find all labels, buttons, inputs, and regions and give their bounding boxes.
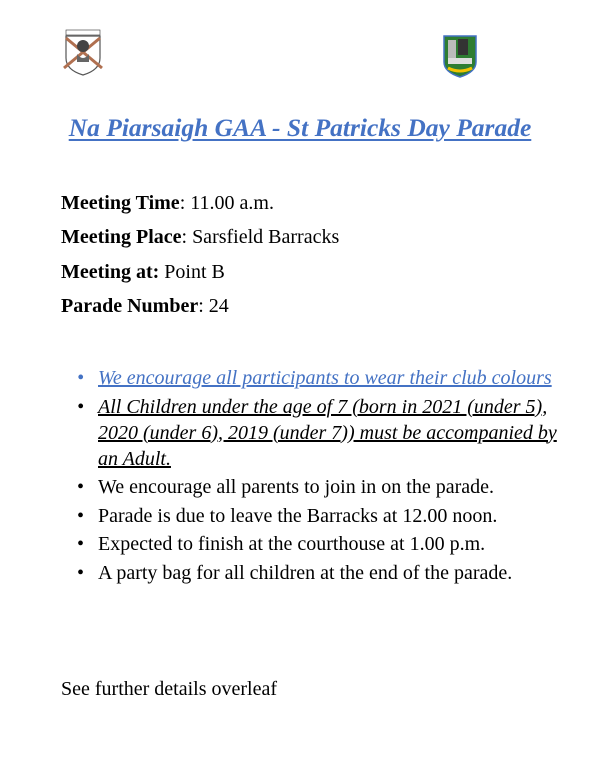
parade-number-line [61,289,339,323]
meeting-place-line [61,220,339,254]
county-crest-logo [442,34,478,78]
meeting-time-value: 11.00 a.m. [185,192,274,214]
meeting-time-label: Meeting Time [61,192,180,214]
meeting-place-label: Meeting Place [61,226,182,249]
meeting-details [61,186,339,323]
separator: : [198,294,204,317]
info-list [60,365,578,588]
list-item: • We encourage all parents to join in on the parade. [98,474,578,500]
parade-number-value: 24 [203,294,229,317]
meeting-at-value: Point B [159,260,225,283]
club-crest-logo [60,28,106,76]
separator: : [181,226,188,249]
list-item: • We encourage all participants to wear their club colours [98,365,578,391]
meeting-place-value: Sarsfield Barracks [187,226,340,249]
separator: : [179,192,186,214]
meeting-time-line [61,186,339,220]
footer-note: See further details overleaf [61,678,278,700]
meeting-at-label: Meeting at: [61,260,160,283]
list-item: • A party bag for all children at the end of the parade. [98,560,578,586]
page-title: Na Piarsaigh GAA - St Patricks Day Parade [68,113,532,142]
list-item: • Parade is due to leave the Barracks at 12.00 noon. [98,503,578,529]
parade-number-label: Parade Number [61,294,199,317]
meeting-at-line [61,255,339,289]
list-item: • Expected to finish at the courthouse at 1.00 p.m. [98,531,578,557]
list-item: • All Children under the age of 7 (born in 2021 (under 5), 2020 (under 6), 2019 (under 7)) must be accompanied by an Adult. [98,394,578,472]
